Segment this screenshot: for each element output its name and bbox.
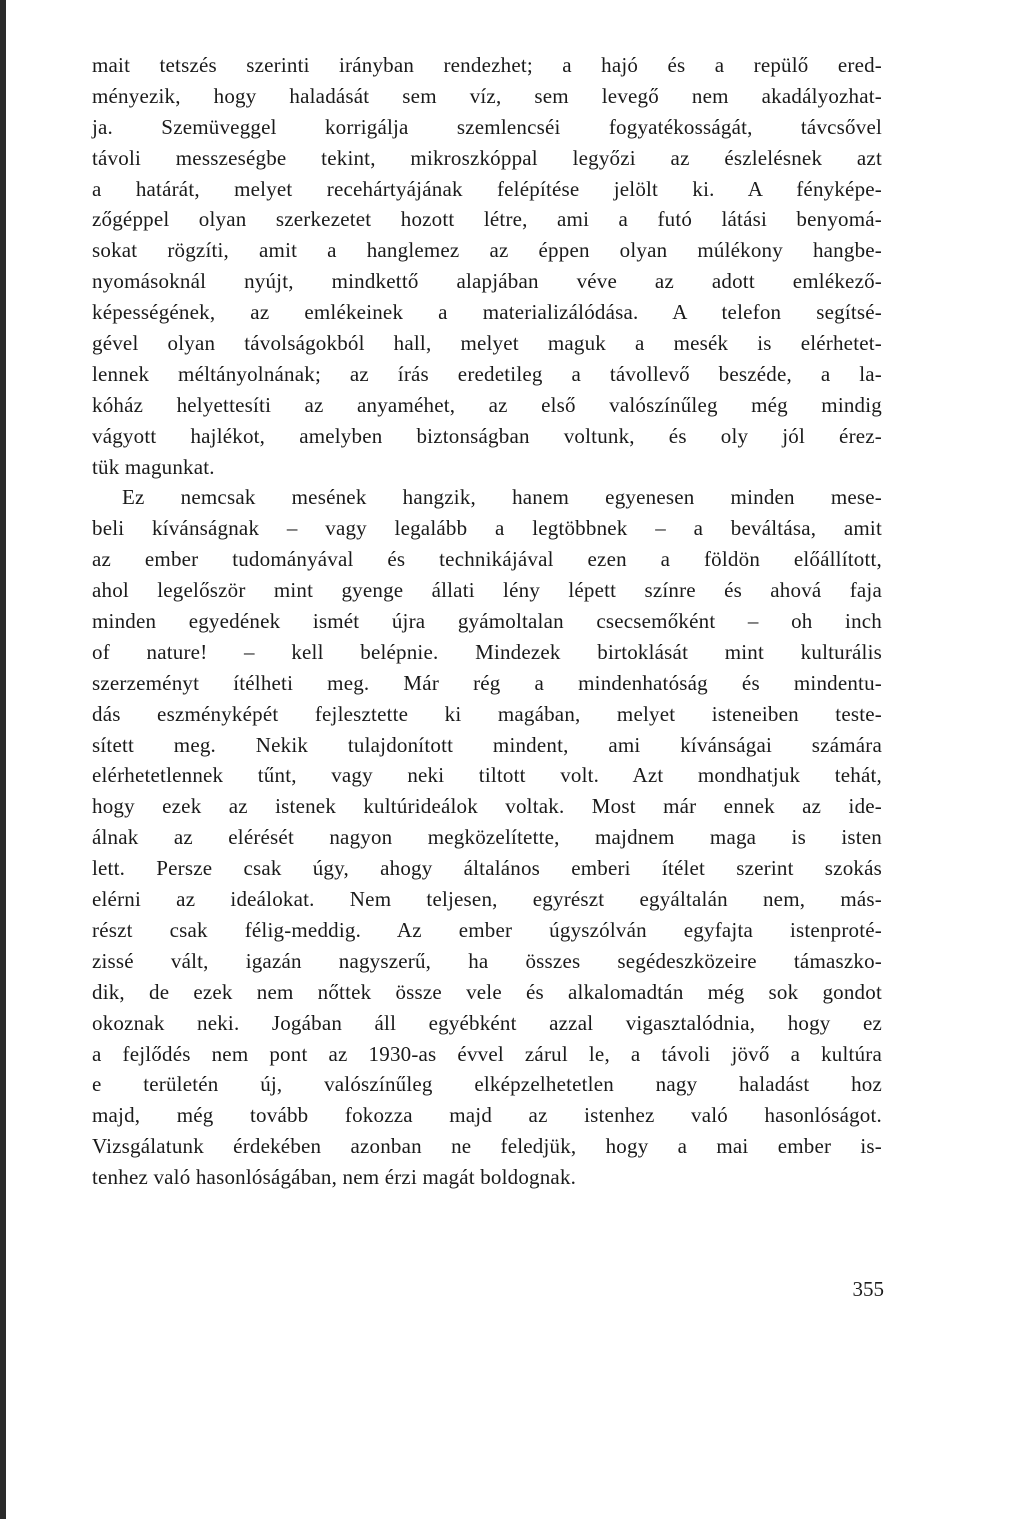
text-line: mait tetszés szerinti irányban rendezhet; a hajó és a repülő ered- <box>92 53 882 77</box>
text-line: lennek méltányolnának; az írás eredetileg a távollevő beszéde, a la- <box>92 361 882 386</box>
paragraph <box>92 482 882 1192</box>
text-line: képességének, az emlékeinek a materializálódása. A telefon segítsé- <box>92 300 882 325</box>
text-line: dik, de ezek nem nőttek össze vele és alkalomadtán még sok gondot <box>92 979 882 1004</box>
paragraph <box>92 50 882 482</box>
page-number: 355 <box>852 1277 884 1301</box>
text-line: ményezik, hogy haladását sem víz, sem levegő nem akadályozhat- <box>92 83 882 108</box>
text-line: nyomásoknál nyújt, mindkettő alapjában véve az adott emlékező- <box>92 269 882 294</box>
text-line: álnak az elérését nagyon megközelítette, majdnem maga is isten <box>92 825 882 850</box>
text-line: Ez nemcsak mesének hangzik, hanem egyenesen minden mese- <box>122 485 882 510</box>
text-line: részt csak félig-meddig. Az ember úgyszólván egyfajta istenproté- <box>92 917 882 942</box>
text-line: beli kívánságnak – vagy legalább a legtöbbnek – a beváltása, amit <box>92 516 882 541</box>
text-line: hogy ezek az istenek kultúrideálok voltak. Most már ennek az ide- <box>92 794 882 819</box>
text-line: Vizsgálatunk érdekében azonban ne feledjük, hogy a mai ember is- <box>92 1134 882 1159</box>
text-line: okoznak neki. Jogában áll egyébként azzal vigasztalódnia, hogy ez <box>92 1010 882 1035</box>
text-line: gével olyan távolságokból hall, melyet maguk a mesék is elérhetet- <box>92 331 882 356</box>
text-line: sokat rögzíti, amit a hanglemez az éppen olyan múlékony hangbe- <box>92 238 882 263</box>
text-line: of nature! – kell belépnie. Mindezek birtoklását mint kulturális <box>92 639 882 664</box>
text-line: dás eszményképét fejlesztette ki magában, melyet isteneiben teste- <box>92 701 882 726</box>
text-line: majd, még tovább fokozza majd az istenhez való hasonlóságot. <box>92 1103 882 1128</box>
text-line: vágyott hajlékot, amelyben biztonságban voltunk, és oly jól érez- <box>92 423 882 448</box>
text-line: az ember tudományával és technikájával ezen a földön előállított, <box>92 547 882 572</box>
book-page <box>6 0 1024 1519</box>
body-text <box>92 50 882 1193</box>
text-line: a fejlődés nem pont az 1930-as évvel zárul le, a távoli jövő a kultúra <box>92 1041 882 1066</box>
text-line: távoli messzeségbe tekint, mikroszkóppal legyőzi az észlelésnek azt <box>92 145 882 170</box>
text-line: sített meg. Nekik tulajdonított mindent, ami kívánságai számára <box>92 732 882 757</box>
text-line: ja. Szemüveggel korrigálja szemlencséi fogyatékosságát, távcsővel <box>92 114 882 139</box>
text-line: elérni az ideálokat. Nem teljesen, egyrészt egyáltalán nem, más- <box>92 887 882 912</box>
text-line: tenhez való hasonlóságában, nem érzi magát boldognak. <box>92 1165 577 1190</box>
text-line: elérhetetlennek tűnt, vagy neki tiltott volt. Azt mondhatjuk tehát, <box>92 763 882 788</box>
text-line: szerzeményt ítélheti meg. Már rég a mindenhatóság és mindentu- <box>92 670 882 695</box>
text-line: ahol legelőször mint gyenge állati lény lépett színre és ahová faja <box>92 578 882 603</box>
text-line: lett. Persze csak úgy, ahogy általános emberi ítélet szerint szokás <box>92 856 882 881</box>
text-line: tük magunkat. <box>92 454 215 479</box>
text-line: zőgéppel olyan szerkezetet hozott létre, ami a futó látási benyomá- <box>92 207 882 232</box>
text-line: kóház helyettesíti az anyaméhet, az első valószínűleg még mindig <box>92 392 882 417</box>
text-line: minden egyedének ismét újra gyámoltalan csecsemőként – oh inch <box>92 609 882 634</box>
text-line: a határát, melyet recehártyájának felépítése jelölt ki. A fényképe- <box>92 176 882 201</box>
text-line: zissé vált, igazán nagyszerű, ha összes segédeszközeire támaszko- <box>92 948 882 973</box>
text-line: e területén új, valószínűleg elképzelhetetlen nagy haladást hoz <box>92 1072 882 1097</box>
